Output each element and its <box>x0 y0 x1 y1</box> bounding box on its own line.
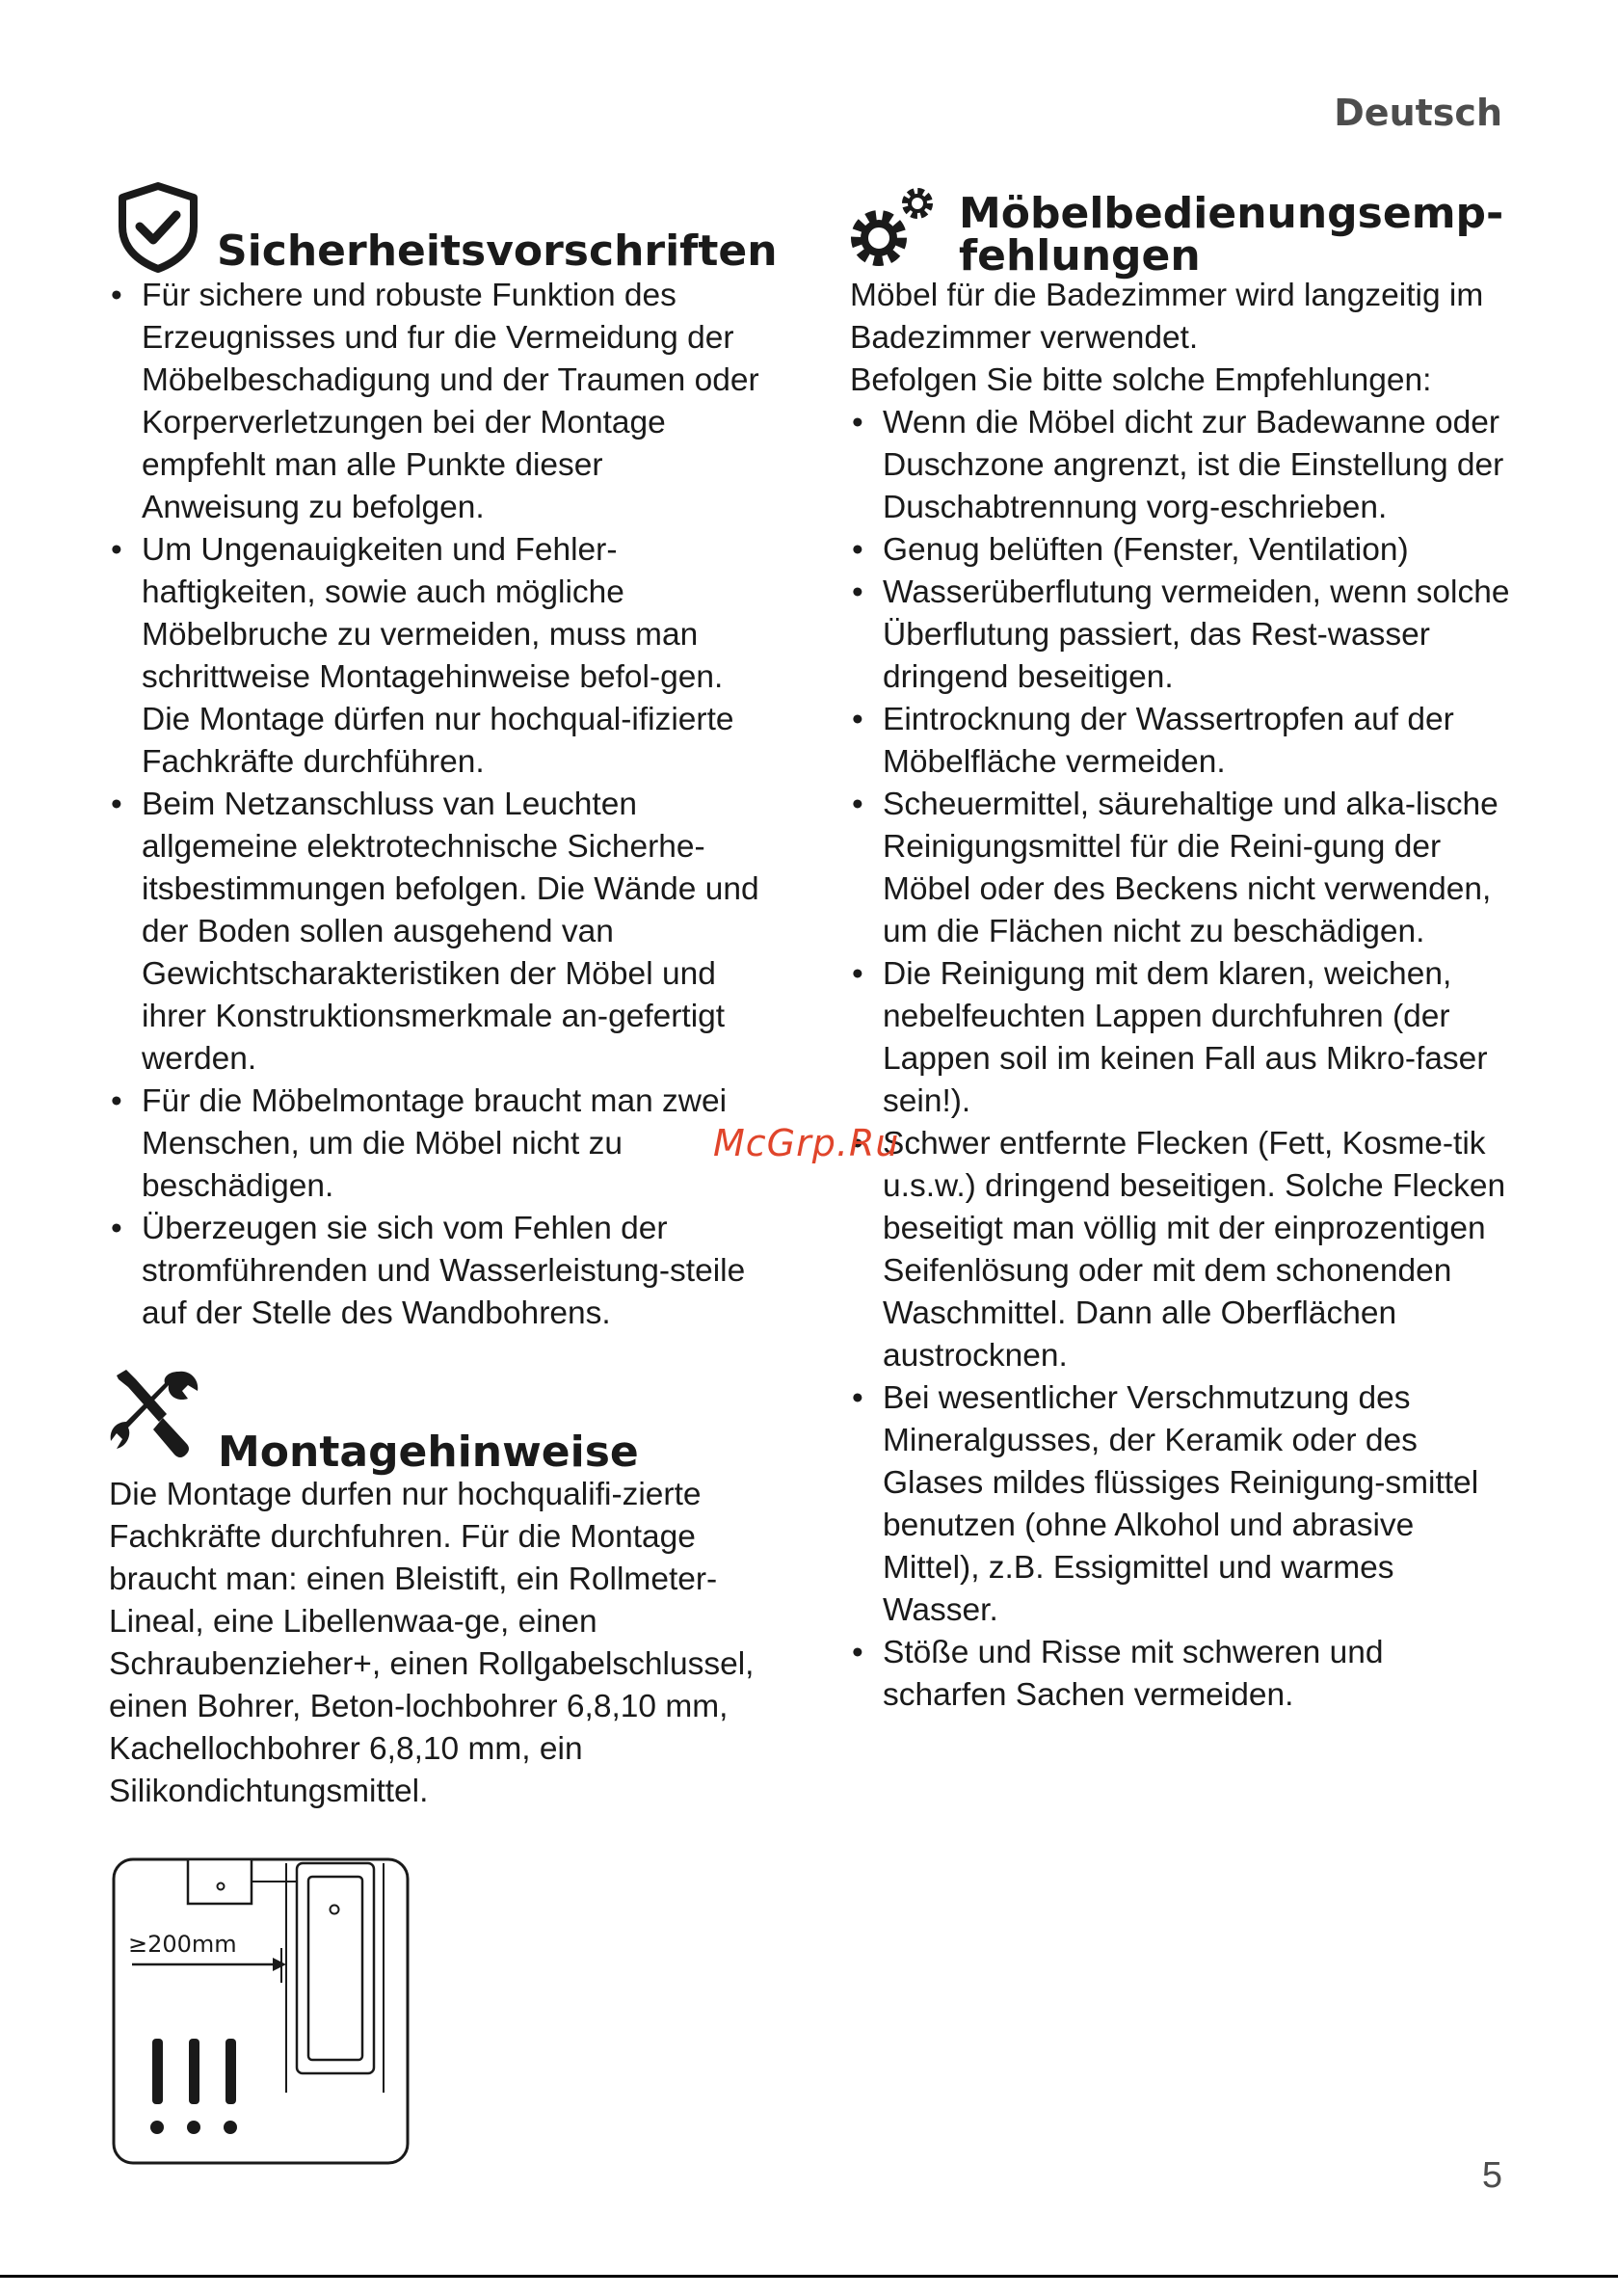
mounting-diagram <box>109 1848 764 2180</box>
list-item: • Schwer entfernte Flecken (Fett, Kosme-tik u.s.w.) dringend beseitigen. Solche Flecken beseitigt man völlig mit der einprozentigen Seifenlösung oder mit dem schonenden Waschmittel. Dann alle Oberflächen austrocknen. <box>850 1123 1515 1377</box>
mounting-title: Montagehinweise <box>218 1428 639 1477</box>
distance-label: ≥200mm <box>128 1931 237 1958</box>
care-intro-1: Möbel für die Badezimmer wird langzeitig im Badezimmer verwendet. <box>850 278 1484 356</box>
safety-title: Sicherheitsvorschriften <box>217 227 778 276</box>
gears-icon <box>850 184 939 278</box>
list-item: • Überzeugen sie sich vom Fehlen der stromführenden und Wasserleistung-steile auf der Stelle des Wandbohrens. <box>109 1208 764 1335</box>
page-number: 5 <box>1481 2155 1502 2196</box>
mounting-heading <box>109 1364 764 1477</box>
care-list <box>850 402 1515 1717</box>
safety-heading <box>109 178 778 276</box>
shield-check-icon <box>117 182 199 278</box>
list-item: • Eintrocknung der Wassertropfen auf der Möbelfläche vermeiden. <box>850 699 1515 784</box>
right-column <box>850 178 1515 1717</box>
list-item: • Für sichere und robuste Funktion des Erzeugnisses und fur die Vermeidung der Möbelbeschadigung und der Traumen oder Korperverletzungen bei der Montage empfehlt man alle Punkte dieser Anweisung zu befolgen. <box>109 275 764 529</box>
language-label: Deutsch <box>1334 92 1502 134</box>
list-item: • Bei wesentlicher Verschmutzung des Mineralgusses, der Keramik oder des Glases mildes flüssiges Reinigung-smittel benutzen (ohne Alkohol und abrasive Mittel), z.B. Essigmittel und warmes Wasser. <box>850 1377 1515 1632</box>
list-item: • Beim Netzanschluss van Leuchten allgemeine elektrotechnische Sicherhe-itsbestimmungen befolgen. Die Wände und der Boden sollen ausgehend van Gewichtscharakteristiken der Möbel und ihrer Konstruktionsmerkmale an-gefertigt werden. <box>109 784 764 1081</box>
list-item: • Wenn die Möbel dicht zur Badewanne oder Duschzone angrenzt, ist die Einstellung der Duschabtrennung vorg-eschrieben. <box>850 402 1515 529</box>
left-column <box>109 178 778 2180</box>
mounting-paragraph: Die Montage durfen nur hochqualifi-zierte Fachkräfte durchfuhren. Für die Montage braucht man: einen Bleistift, ein Rollmeter-Lineal, eine Libellenwaa-ge, einen Schraubenzieher+, einen Rollgabelschlussel, einen Bohrer, Beton-lochbohrer 6,8,10 mm, Kachellochbohrer 6,8,10 mm, ein Silikondichtungsmittel. <box>109 1477 755 1809</box>
list-item: • Für die Möbelmontage braucht man zwei Menschen, um die Möbel nicht zu beschädigen. <box>109 1081 764 1208</box>
list-item: • Scheuermittel, säurehaltige und alka-lische Reinigungsmittel für die Reini-gung der Möbel oder des Beckens nicht verwenden, um die Flächen nicht zu beschädigen. <box>850 784 1515 953</box>
list-item: • Um Ungenauigkeiten und Fehler-haftigkeiten, sowie auch mögliche Möbelbruche zu vermeiden, muss man schrittweise Montagehinweise befol-gen. Die Montage dürfen nur hochqual-ifizierte Fachkräfte durchführen. <box>109 529 764 784</box>
list-item: • Wasserüberflutung vermeiden, wenn solche Überflutung passiert, das Rest-wasser dringend beseitigen. <box>850 572 1515 699</box>
list-item: • Genug belüften (Fenster, Ventilation) <box>850 529 1515 572</box>
care-heading <box>850 178 1515 280</box>
bottom-rule <box>0 2275 1618 2278</box>
tools-icon <box>109 1366 201 1463</box>
list-item: • Stöße und Risse mit schweren und scharfen Sachen vermeiden. <box>850 1632 1515 1717</box>
care-intro-2: Befolgen Sie bitte solche Empfehlungen: <box>850 362 1432 398</box>
care-title: Möbelbedienungsemp-fehlungen <box>959 189 1504 280</box>
list-item: • Die Reinigung mit dem klaren, weichen, nebelfeuchten Lappen durchfuhren (der Lappen soil im keinen Fall aus Mikro-faser sein!). <box>850 953 1515 1123</box>
safety-list <box>109 275 764 1335</box>
watermark: McGrp.Ru <box>713 1122 900 1164</box>
